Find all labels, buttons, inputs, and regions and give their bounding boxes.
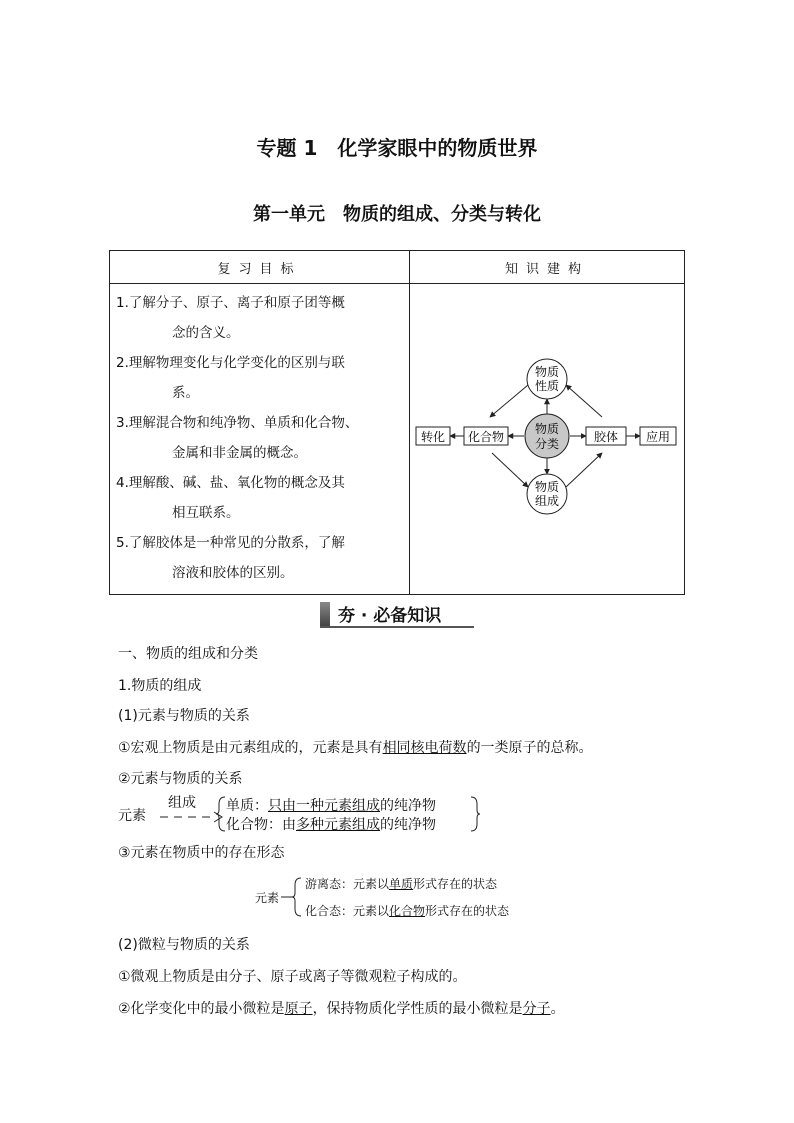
relation-arrow-label: 组成 — [168, 795, 196, 811]
goals-cell — [110, 284, 410, 595]
heading-2: 1.物质的组成 — [118, 678, 202, 694]
box-text: 转化 — [420, 430, 446, 444]
relation-element: 元素 — [118, 808, 146, 824]
node-classification — [525, 414, 569, 458]
paragraph: ②元素与物质的关系 — [118, 771, 243, 787]
node-text: 物质 — [534, 422, 560, 436]
goal-item: 5.了解胶体是一种常见的分散系，了解 溶液和胶体的区别。 — [116, 535, 345, 581]
forms-combined: 化合态：元素以化合物形式存在的状态 — [305, 904, 510, 918]
paragraph: ②化学变化中的最小微粒是原子，保持物质化学性质的最小微粒是分子。 — [118, 1001, 565, 1017]
box-text: 化合物 — [467, 430, 505, 444]
forms-free: 游离态：元素以单质形式存在的状态 — [305, 877, 498, 891]
goal-item: 2.理解物理变化与化学变化的区别与联 系。 — [116, 355, 345, 401]
knowledge-diagram-cell — [410, 284, 685, 595]
page-title: 专题 1 化学家眼中的物质世界 — [256, 136, 538, 160]
box-text: 应用 — [645, 430, 671, 444]
paragraph: ③元素在物质中的存在形态 — [118, 845, 285, 861]
forms-element: 元素 — [255, 891, 280, 905]
node-text: 组成 — [534, 494, 560, 508]
goal-item: 3.理解混合物和纯净物、单质和化合物、 金属和非金属的概念。 — [116, 415, 359, 461]
section-banner — [320, 600, 474, 628]
element-relation-diagram — [118, 794, 518, 834]
sub-heading: (1)元素与物质的关系 — [118, 708, 250, 724]
header-goals: 复习目标 — [110, 251, 410, 284]
unit-title: 第一单元 物质的组成、分类与转化 — [253, 204, 541, 225]
node-text: 性质 — [534, 379, 560, 393]
paragraph: ①宏观上物质是由元素组成的，元素是具有相同核电荷数的一类原子的总称。 — [118, 740, 593, 756]
knowledge-diagram — [412, 357, 682, 517]
element-forms-diagram — [255, 872, 555, 922]
left-brace — [216, 796, 226, 832]
relation-compound: 化合物：由多种元素组成的纯净物 — [226, 817, 436, 833]
objectives-table — [109, 250, 685, 595]
sub-heading: (2)微粒与物质的关系 — [118, 937, 250, 953]
box-text: 胶体 — [593, 430, 619, 444]
goal-item: 4.理解酸、碱、盐、氧化物的概念及其 相互联系。 — [116, 475, 345, 521]
relation-single: 单质：只由一种元素组成的纯净物 — [226, 798, 436, 814]
paragraph: ①微观上物质是由分子、原子或离子等微观粒子构成的。 — [118, 969, 467, 985]
node-text: 物质 — [534, 480, 560, 494]
forms-brace — [281, 876, 303, 918]
node-text: 分类 — [534, 437, 560, 451]
node-text: 物质 — [534, 365, 560, 379]
right-brace — [470, 796, 480, 832]
banner-text: 夯 · 必备知识 — [338, 606, 442, 626]
header-structure: 知识建构 — [410, 251, 685, 284]
heading-1: 一、物质的组成和分类 — [118, 646, 258, 662]
banner-bar — [320, 602, 330, 626]
goal-item: 1.了解分子、原子、离子和原子团等概 念的含义。 — [116, 295, 345, 341]
